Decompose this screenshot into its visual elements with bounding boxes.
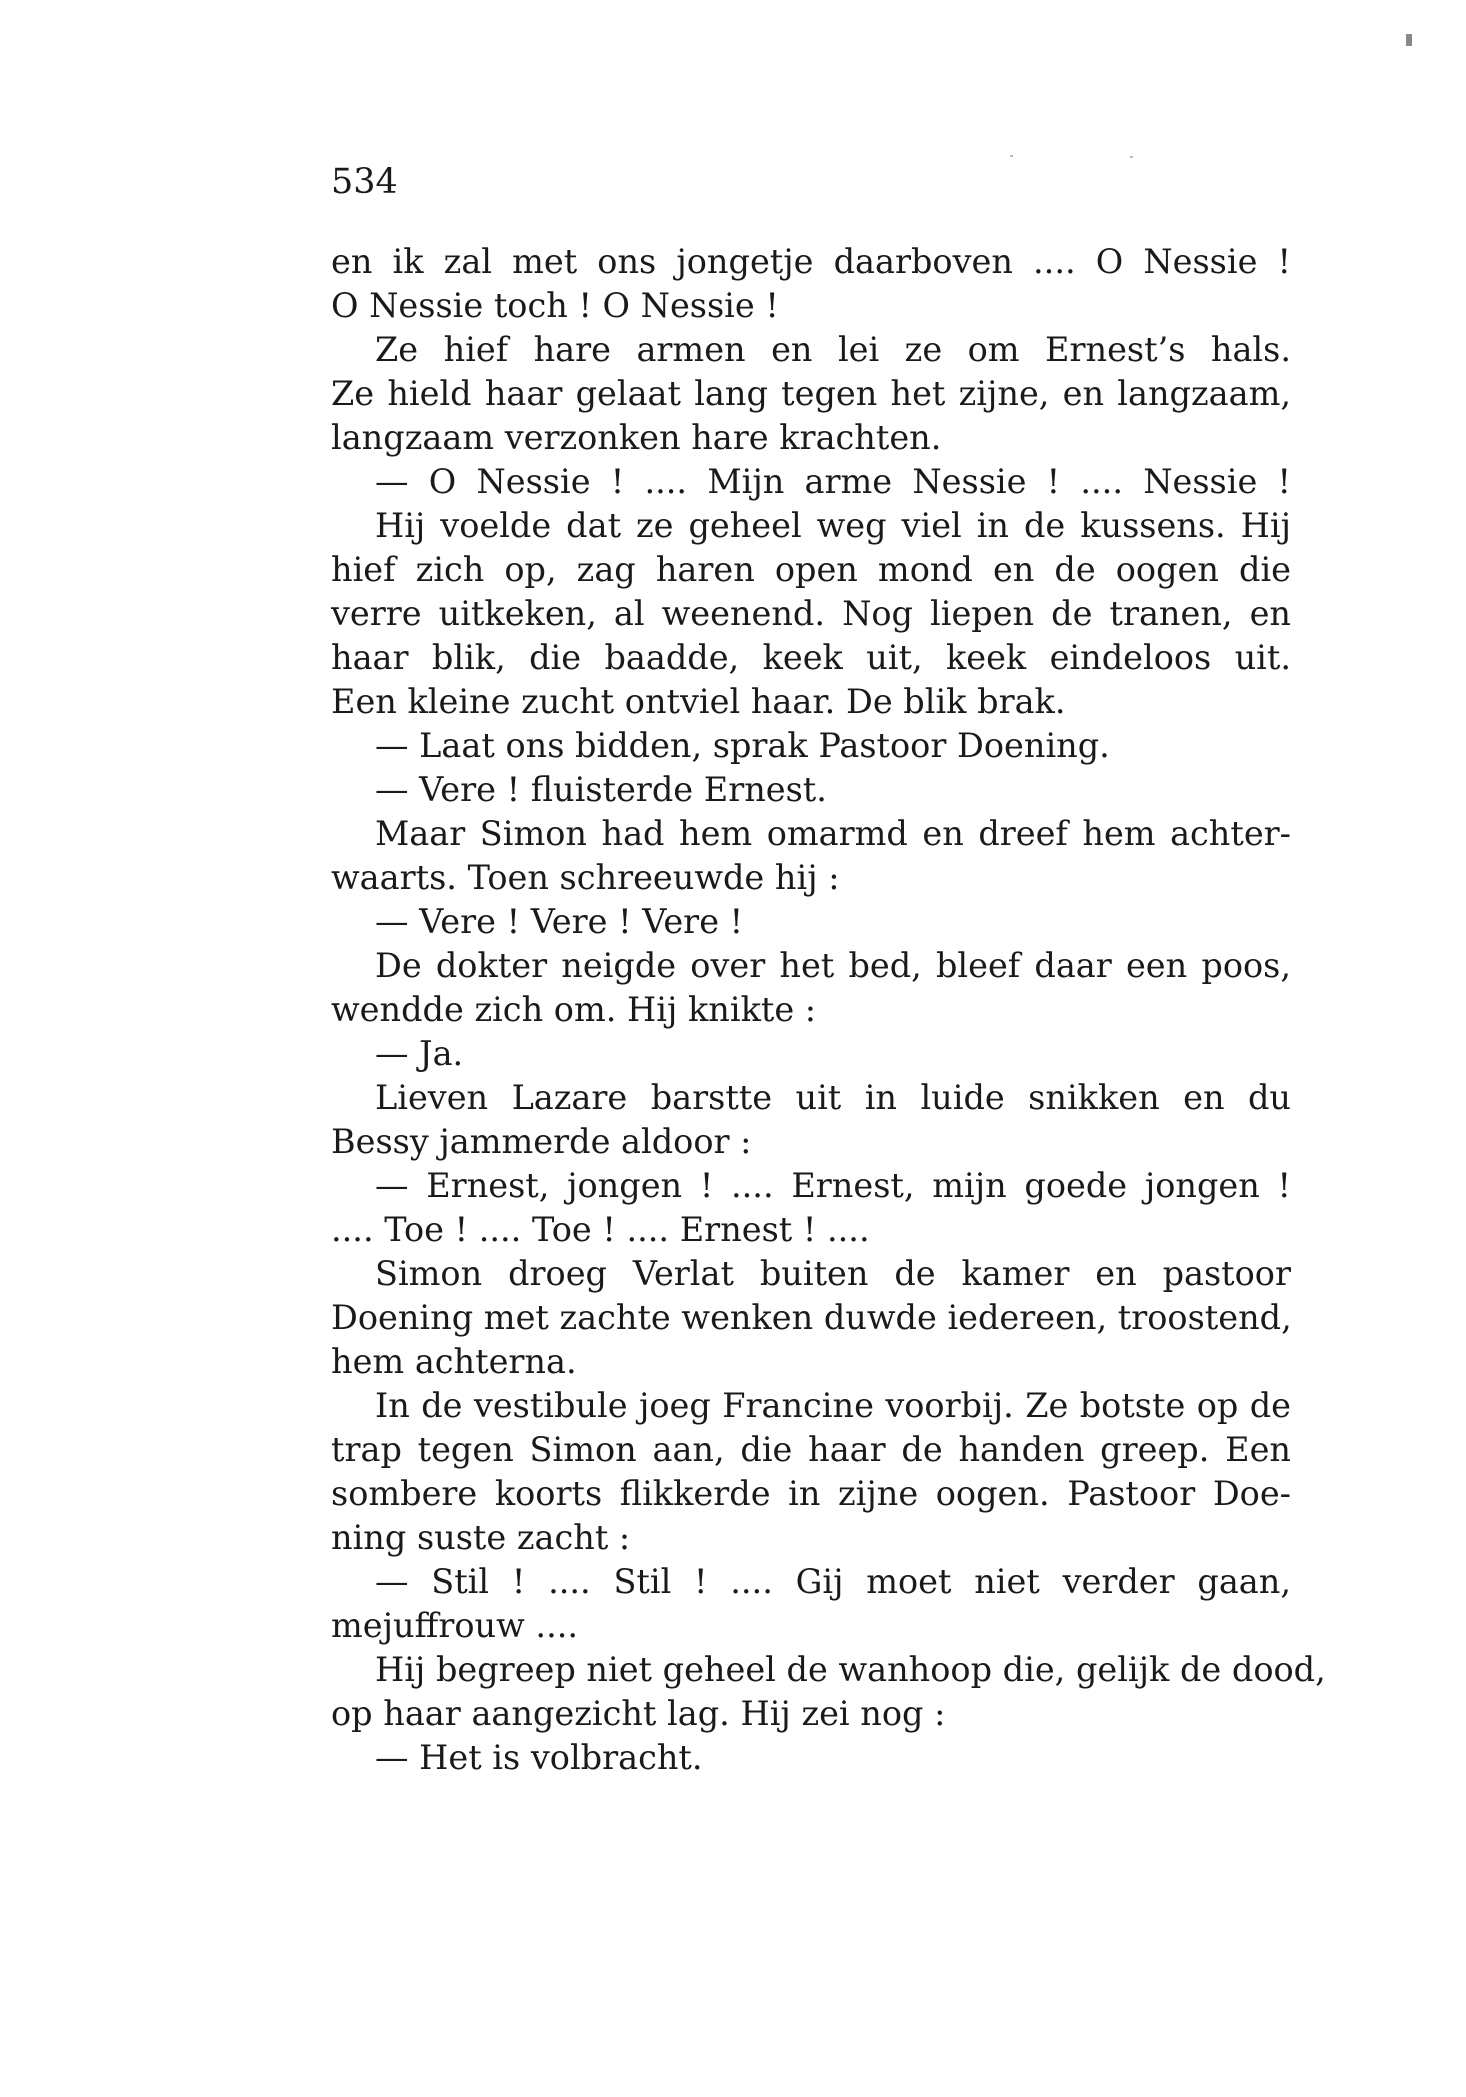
text-line: sombere koorts flikkerde in zijne oogen. Pastoor Doe- bbox=[331, 1474, 1291, 1513]
text-line: Een kleine zucht ontviel haar. De blik brak. bbox=[331, 682, 1066, 721]
text-line: verre uitkeken, al weenend. Nog liepen de tranen, en bbox=[331, 594, 1291, 633]
text-line: waarts. Toen schreeuwde hij : bbox=[331, 858, 840, 897]
text-line: — Laat ons bidden, sprak Pastoor Doening. bbox=[375, 726, 1110, 765]
text-line: — Het is volbracht. bbox=[375, 1738, 703, 1777]
text-line: — Vere ! fluisterde Ernest. bbox=[375, 770, 827, 809]
text-line: Bessy jammerde aldoor : bbox=[331, 1122, 752, 1161]
text-line: trap tegen Simon aan, die haar de handen greep. Een bbox=[331, 1430, 1291, 1469]
text-line: Hij begreep niet geheel de wanhoop die, gelijk de dood, bbox=[375, 1650, 1326, 1689]
text-line: hem achterna. bbox=[331, 1342, 577, 1381]
scan-mark bbox=[1406, 34, 1412, 46]
text-line: hief zich op, zag haren open mond en de oogen die bbox=[331, 550, 1291, 589]
text-line: op haar aangezicht lag. Hij zei nog : bbox=[331, 1694, 946, 1733]
text-line: De dokter neigde over het bed, bleef daar een poos, bbox=[375, 946, 1291, 985]
body-text bbox=[331, 240, 1326, 1780]
text-line: Simon droeg Verlat buiten de kamer en pastoor bbox=[375, 1254, 1291, 1293]
text-line: en ik zal met ons jongetje daarboven .... O Nessie ! bbox=[331, 242, 1291, 281]
text-line: O Nessie toch ! O Nessie ! bbox=[331, 286, 779, 325]
text-line: Ze hief hare armen en lei ze om Ernest’s hals. bbox=[375, 330, 1291, 369]
text-line: — O Nessie ! .... Mijn arme Nessie ! .... Nessie ! bbox=[375, 462, 1291, 501]
text-line: haar blik, die baadde, keek uit, keek eindeloos uit. bbox=[331, 638, 1291, 677]
text-line: .... Toe ! .... Toe ! .... Ernest ! .... bbox=[331, 1210, 870, 1249]
page-number: 534 bbox=[331, 162, 398, 202]
scan-speck bbox=[1010, 155, 1013, 157]
text-line: — Ja. bbox=[375, 1034, 464, 1073]
text-line: Ze hield haar gelaat lang tegen het zijne, en langzaam, bbox=[331, 374, 1291, 413]
text-line: — Ernest, jongen ! .... Ernest, mijn goede jongen ! bbox=[375, 1166, 1291, 1205]
text-line: — Stil ! .... Stil ! .... Gij moet niet verder gaan, bbox=[375, 1562, 1291, 1601]
text-line: Maar Simon had hem omarmd en dreef hem achter- bbox=[375, 814, 1291, 853]
text-line: wendde zich om. Hij knikte : bbox=[331, 990, 817, 1029]
text-line: In de vestibule joeg Francine voorbij. Ze botste op de bbox=[375, 1386, 1291, 1425]
text-line: — Vere ! Vere ! Vere ! bbox=[375, 902, 744, 941]
scan-speck bbox=[1130, 156, 1133, 158]
text-line: langzaam verzonken hare krachten. bbox=[331, 418, 942, 457]
text-line: mejuffrouw .... bbox=[331, 1606, 579, 1645]
text-line: Hij voelde dat ze geheel weg viel in de kussens. Hij bbox=[375, 506, 1291, 545]
text-line: Lieven Lazare barstte uit in luide snikken en du bbox=[375, 1078, 1291, 1117]
text-line: Doening met zachte wenken duwde iedereen, troostend, bbox=[331, 1298, 1292, 1337]
text-line: ning suste zacht : bbox=[331, 1518, 631, 1557]
